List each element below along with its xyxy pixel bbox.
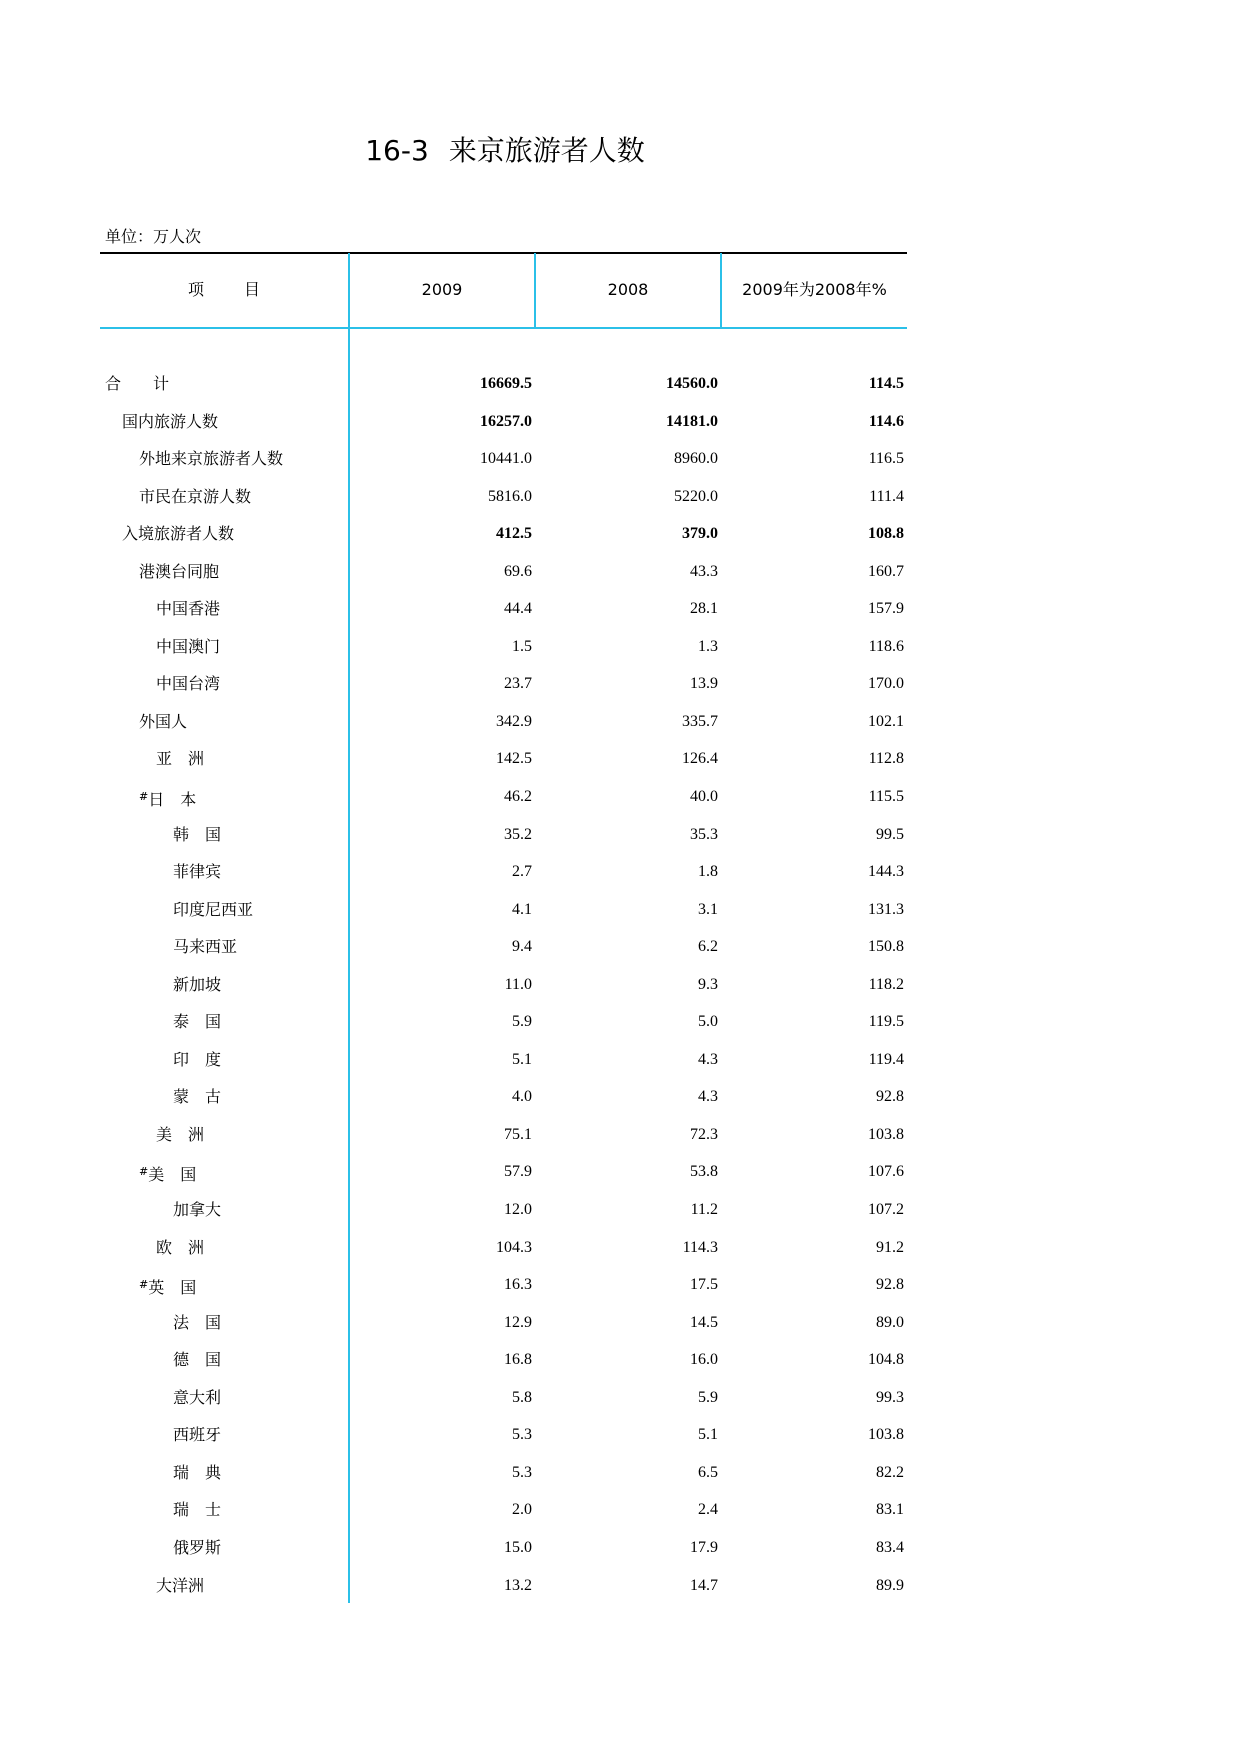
table-row	[100, 1153, 907, 1191]
row-label	[173, 1529, 221, 1567]
row-label-text: 韩 国	[173, 824, 222, 844]
table-row	[100, 1454, 907, 1492]
value-ratio: 102.1	[868, 712, 904, 730]
row-label	[173, 966, 221, 1004]
value-2009: 412.5	[496, 525, 532, 543]
value-2009: 104.3	[496, 1238, 532, 1256]
value-2008: 5.1	[698, 1426, 718, 1444]
row-label	[139, 1153, 196, 1194]
table-row	[100, 1529, 907, 1567]
header-item: 项目	[187, 280, 300, 299]
value-ratio: 92.8	[876, 1088, 904, 1106]
value-ratio: 118.6	[868, 637, 904, 655]
row-label-text: 外地来京旅游者人数	[139, 449, 284, 469]
value-2009: 16257.0	[480, 412, 532, 430]
value-2009: 16.8	[504, 1351, 532, 1369]
row-label-text: 印 度	[173, 1049, 222, 1069]
row-label	[156, 628, 220, 666]
value-2008: 126.4	[682, 750, 718, 768]
value-2009: 75.1	[504, 1125, 532, 1143]
value-ratio: 83.1	[876, 1501, 904, 1519]
value-ratio: 119.4	[868, 1050, 904, 1068]
value-2009: 5.3	[512, 1463, 532, 1481]
row-label-text: 德 国	[173, 1350, 222, 1370]
value-2008: 5.9	[698, 1388, 718, 1406]
value-ratio: 112.8	[868, 750, 904, 768]
row-label-text: 俄罗斯	[173, 1537, 222, 1557]
value-2008: 17.5	[690, 1276, 718, 1294]
row-label-text: 中国香港	[156, 599, 221, 619]
value-2008: 9.3	[698, 975, 718, 993]
value-2008: 379.0	[682, 525, 718, 543]
table-row	[100, 778, 907, 816]
row-label-text: 菲律宾	[173, 862, 222, 882]
row-label-text: 瑞 士	[173, 1500, 222, 1520]
value-2009: 5.9	[512, 1013, 532, 1031]
value-2008: 14560.0	[666, 375, 718, 392]
header-2008: 2008	[607, 280, 649, 299]
value-2009: 5.8	[512, 1388, 532, 1406]
row-label-text: 日 本	[148, 790, 197, 810]
value-2009: 11.0	[504, 975, 532, 993]
table-row	[100, 440, 907, 478]
value-2008: 5220.0	[674, 487, 718, 505]
value-ratio: 170.0	[868, 675, 904, 693]
value-2008: 3.1	[698, 900, 718, 918]
value-2008: 2.4	[698, 1501, 718, 1519]
table-row	[100, 1416, 907, 1454]
value-2008: 6.2	[698, 938, 718, 956]
value-2008: 17.9	[690, 1538, 718, 1556]
value-2008: 6.5	[698, 1463, 718, 1481]
row-label-text: 合 计	[105, 374, 170, 393]
row-label-text: 新加坡	[173, 974, 222, 994]
row-label	[156, 590, 220, 628]
row-label	[173, 816, 221, 854]
table-row	[100, 740, 907, 778]
value-ratio: 82.2	[876, 1463, 904, 1481]
unit-label: 单位：万人次	[105, 227, 202, 246]
row-label	[105, 365, 169, 403]
value-2008: 5.0	[698, 1013, 718, 1031]
row-label-text: 法 国	[173, 1312, 222, 1332]
value-ratio: 119.5	[868, 1013, 904, 1031]
value-ratio: 83.4	[876, 1538, 904, 1556]
table-row	[100, 853, 907, 891]
value-2009: 5.3	[512, 1426, 532, 1444]
row-label-text: 泰 国	[173, 1012, 222, 1032]
value-2009: 4.1	[512, 900, 532, 918]
table-row	[100, 928, 907, 966]
value-2008: 8960.0	[674, 450, 718, 468]
value-2008: 43.3	[690, 562, 718, 580]
row-label	[173, 1379, 221, 1417]
table-row	[100, 1191, 907, 1229]
table-body	[100, 365, 907, 1604]
table-row	[100, 1341, 907, 1379]
value-ratio: 150.8	[868, 938, 904, 956]
row-label	[156, 740, 204, 778]
row-label	[139, 478, 251, 516]
table-number: 16-3	[365, 134, 429, 167]
table-row	[100, 553, 907, 591]
footnote-mark: #	[139, 790, 149, 804]
row-label-text: 港澳台同胞	[139, 561, 220, 581]
value-ratio: 92.8	[876, 1276, 904, 1294]
table-row	[100, 590, 907, 628]
table-row	[100, 1379, 907, 1417]
value-ratio: 111.4	[869, 487, 904, 505]
row-label-text: 英 国	[148, 1278, 197, 1298]
row-label-text: 马来西亚	[173, 937, 238, 957]
row-label-text: 意大利	[173, 1387, 222, 1407]
value-ratio: 160.7	[868, 562, 904, 580]
table-row	[100, 1229, 907, 1267]
table-row	[100, 1003, 907, 1041]
row-label-text: 外国人	[139, 711, 188, 731]
table-row	[100, 665, 907, 703]
value-2008: 28.1	[690, 600, 718, 618]
header-2009: 2009	[421, 280, 463, 299]
value-2009: 46.2	[504, 788, 532, 806]
value-2009: 35.2	[504, 825, 532, 843]
value-2009: 23.7	[504, 675, 532, 693]
value-2008: 4.3	[698, 1088, 718, 1106]
row-label	[173, 1491, 221, 1529]
value-2008: 53.8	[690, 1163, 718, 1181]
table-row	[100, 816, 907, 854]
row-label-text: 中国澳门	[156, 636, 221, 656]
row-label-text: 国内旅游人数	[122, 411, 219, 431]
value-2009: 9.4	[512, 938, 532, 956]
value-2009: 4.0	[512, 1088, 532, 1106]
value-2009: 142.5	[496, 750, 532, 768]
value-2008: 11.2	[690, 1201, 718, 1219]
row-label-text: 中国台湾	[156, 674, 221, 694]
row-label-text: 西班牙	[173, 1425, 222, 1445]
value-ratio: 108.8	[868, 525, 904, 543]
value-2009: 2.0	[512, 1501, 532, 1519]
value-ratio: 118.2	[868, 975, 904, 993]
row-label	[173, 1341, 221, 1379]
row-label	[173, 1078, 221, 1116]
header-ratio: 2009年为2008年%	[742, 280, 887, 299]
row-label-text: 美 国	[148, 1165, 197, 1185]
value-ratio: 99.5	[876, 825, 904, 843]
row-label	[139, 440, 283, 478]
row-label-text: 欧 洲	[156, 1237, 205, 1257]
value-2008: 1.8	[698, 863, 718, 881]
value-ratio: 103.8	[868, 1125, 904, 1143]
value-2008: 14181.0	[666, 412, 718, 430]
value-2009: 2.7	[512, 863, 532, 881]
value-ratio: 114.5	[868, 375, 904, 392]
row-label	[173, 1454, 221, 1492]
value-2008: 16.0	[690, 1351, 718, 1369]
value-2008: 4.3	[698, 1050, 718, 1068]
value-2008: 14.5	[690, 1313, 718, 1331]
header-bottom-rule	[100, 327, 907, 329]
value-2009: 13.2	[504, 1576, 532, 1594]
value-2009: 12.0	[504, 1201, 532, 1219]
row-label	[156, 1116, 204, 1154]
table-row	[100, 1078, 907, 1116]
value-ratio: 89.9	[876, 1576, 904, 1594]
row-label-text: 印度尼西亚	[173, 899, 254, 919]
table-row	[100, 966, 907, 1004]
row-label-text: 蒙 古	[173, 1087, 222, 1107]
row-label	[139, 778, 196, 819]
value-ratio: 144.3	[868, 863, 904, 881]
value-2008: 114.3	[682, 1238, 718, 1256]
value-2008: 14.7	[690, 1576, 718, 1594]
value-2009: 57.9	[504, 1163, 532, 1181]
table-row	[100, 1116, 907, 1154]
row-label	[156, 1229, 204, 1267]
value-2009: 69.6	[504, 562, 532, 580]
row-label	[173, 1191, 221, 1229]
value-ratio: 114.6	[868, 412, 904, 430]
value-2009: 16.3	[504, 1276, 532, 1294]
table-row	[100, 1567, 907, 1605]
value-2008: 13.9	[690, 675, 718, 693]
value-2009: 10441.0	[480, 450, 532, 468]
value-2008: 72.3	[690, 1125, 718, 1143]
row-label	[173, 928, 237, 966]
row-label-text: 美 洲	[156, 1124, 205, 1144]
row-label	[139, 703, 187, 741]
row-label	[122, 515, 234, 553]
value-ratio: 89.0	[876, 1313, 904, 1331]
table-row	[100, 515, 907, 553]
row-label	[139, 1266, 196, 1307]
row-label-text: 市民在京游人数	[139, 486, 252, 506]
footnote-mark: #	[139, 1165, 149, 1179]
row-label	[173, 1003, 221, 1041]
value-2009: 12.9	[504, 1313, 532, 1331]
page-title	[0, 131, 1010, 171]
row-label-text: 大洋洲	[156, 1575, 205, 1595]
value-2008: 35.3	[690, 825, 718, 843]
row-label-text: 加拿大	[173, 1200, 222, 1220]
value-2009: 5.1	[512, 1050, 532, 1068]
value-2009: 44.4	[504, 600, 532, 618]
value-2008: 40.0	[690, 788, 718, 806]
row-label	[173, 1041, 221, 1079]
table-row	[100, 365, 907, 403]
value-ratio: 115.5	[868, 788, 904, 806]
value-ratio: 107.6	[868, 1163, 904, 1181]
row-label-text: 入境旅游者人数	[122, 524, 235, 544]
table-row	[100, 703, 907, 741]
value-2009: 1.5	[512, 637, 532, 655]
table-row	[100, 478, 907, 516]
row-label	[173, 1416, 221, 1454]
value-2009: 15.0	[504, 1538, 532, 1556]
table-row	[100, 1266, 907, 1304]
value-2008: 1.3	[698, 637, 718, 655]
value-ratio: 116.5	[868, 450, 904, 468]
table-row	[100, 403, 907, 441]
value-ratio: 104.8	[868, 1351, 904, 1369]
row-label	[173, 853, 221, 891]
value-ratio: 99.3	[876, 1388, 904, 1406]
table-row	[100, 1041, 907, 1079]
value-ratio: 157.9	[868, 600, 904, 618]
value-ratio: 107.2	[868, 1201, 904, 1219]
table-row	[100, 1304, 907, 1342]
value-2009: 5816.0	[488, 487, 532, 505]
table-row	[100, 891, 907, 929]
row-label	[156, 1567, 204, 1605]
table-row	[100, 628, 907, 666]
value-ratio: 91.2	[876, 1238, 904, 1256]
row-label-text: 瑞 典	[173, 1462, 222, 1482]
table-title: 来京旅游者人数	[448, 134, 645, 167]
row-label	[173, 891, 253, 929]
row-label-text: 亚 洲	[156, 749, 205, 769]
value-ratio: 103.8	[868, 1426, 904, 1444]
value-2009: 342.9	[496, 712, 532, 730]
value-2008: 335.7	[682, 712, 718, 730]
row-label	[122, 403, 218, 441]
value-ratio: 131.3	[868, 900, 904, 918]
row-label	[173, 1304, 221, 1342]
row-label	[139, 553, 219, 591]
table-row	[100, 1491, 907, 1529]
footnote-mark: #	[139, 1278, 149, 1292]
row-label	[156, 665, 220, 703]
value-2009: 16669.5	[480, 375, 532, 392]
